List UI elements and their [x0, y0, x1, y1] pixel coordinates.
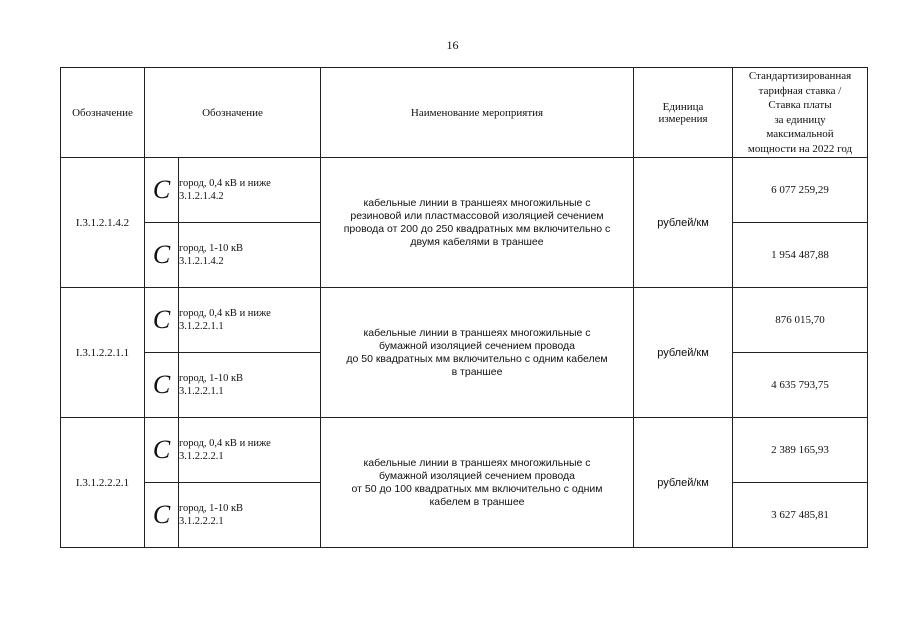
activity-line: в траншее	[451, 365, 503, 378]
category-letter: C	[145, 418, 179, 483]
header-designation-2: Обозначение	[145, 68, 321, 158]
header-activity: Наименование мероприятия	[321, 68, 634, 158]
subcategory-code: 3.1.2.2.2.1	[179, 516, 224, 527]
unit-cell: рублей/км	[634, 158, 733, 288]
group-code: I.3.1.2.1.4.2	[61, 158, 145, 288]
header-rate	[733, 68, 868, 158]
subcategory-code: 3.1.2.1.4.2	[179, 256, 224, 267]
rate-cell: 6 077 259,29	[733, 158, 868, 223]
unit-cell: рублей/км	[634, 288, 733, 418]
subcategory-code: 3.1.2.2.1.1	[179, 321, 224, 332]
table-row	[61, 418, 868, 483]
header-unit-line2: измерения	[658, 112, 708, 125]
subcategory-label: город, 0,4 кВ и ниже	[179, 308, 271, 319]
subcategory-label: город, 1-10 кВ	[179, 373, 244, 384]
activity-line: бумажной изоляцией сечением провода	[379, 339, 576, 352]
activity-line: до 50 квадратных мм включительно с одним кабелем	[346, 352, 608, 365]
activity-line: резиновой или пластмассовой изоляцией сечением	[350, 209, 604, 222]
category-letter: C	[145, 288, 179, 353]
activity-line: кабельные линии в траншеях многожильные с	[363, 456, 591, 469]
tariff-table	[60, 67, 868, 548]
subcategory-cell	[179, 483, 321, 548]
header-rate-line: Стандартизированная	[748, 70, 852, 82]
subcategory-label: город, 0,4 кВ и ниже	[179, 438, 271, 449]
subcategory-cell	[179, 353, 321, 418]
subcategory-label: город, 0,4 кВ и ниже	[179, 178, 271, 189]
subcategory-code: 3.1.2.1.4.2	[179, 191, 224, 202]
table-header-row	[61, 68, 868, 158]
unit-cell: рублей/км	[634, 418, 733, 548]
activity-cell	[321, 158, 634, 288]
group-code: I.3.1.2.2.1.1	[61, 288, 145, 418]
activity-line: кабельные линии в траншеях многожильные с	[363, 196, 591, 209]
activity-line: кабельные линии в траншеях многожильные с	[363, 326, 591, 339]
category-letter: C	[145, 158, 179, 223]
subcategory-code: 3.1.2.2.1.1	[179, 386, 224, 397]
activity-line: от 50 до 100 квадратных мм включительно с одним	[351, 482, 603, 495]
header-rate-line: Ставка платы	[768, 99, 832, 111]
rate-cell: 4 635 793,75	[733, 353, 868, 418]
header-unit-line1: Единица	[662, 100, 704, 113]
table-row	[61, 288, 868, 353]
activity-cell	[321, 418, 634, 548]
subcategory-cell	[179, 223, 321, 288]
header-rate-line: максимальной	[766, 128, 834, 140]
category-letter: C	[145, 353, 179, 418]
page-number: 16	[446, 38, 459, 52]
subcategory-cell	[179, 418, 321, 483]
activity-line: провода от 200 до 250 квадратных мм включительно с	[343, 222, 611, 235]
activity-line: кабелем в траншее	[429, 495, 525, 508]
header-designation-1: Обозначение	[61, 68, 145, 158]
subcategory-label: город, 1-10 кВ	[179, 243, 244, 254]
header-rate-line: за единицу	[774, 113, 826, 126]
subcategory-code: 3.1.2.2.2.1	[179, 451, 224, 462]
rate-cell: 876 015,70	[733, 288, 868, 353]
rate-cell: 1 954 487,88	[733, 223, 868, 288]
subcategory-cell	[179, 158, 321, 223]
activity-line: двумя кабелями в траншее	[410, 235, 544, 248]
subcategory-cell	[179, 288, 321, 353]
rate-cell: 2 389 165,93	[733, 418, 868, 483]
group-code: I.3.1.2.2.2.1	[61, 418, 145, 548]
activity-line: бумажной изоляцией сечением провода	[379, 469, 576, 482]
table-row	[61, 158, 868, 223]
subcategory-label: город, 1-10 кВ	[179, 503, 244, 514]
rate-cell: 3 627 485,81	[733, 483, 868, 548]
activity-cell	[321, 288, 634, 418]
category-letter: C	[145, 483, 179, 548]
header-unit	[634, 68, 733, 158]
header-rate-line: тарифная ставка /	[758, 84, 842, 97]
header-rate-line: мощности на 2022 год	[747, 142, 853, 155]
category-letter: C	[145, 223, 179, 288]
